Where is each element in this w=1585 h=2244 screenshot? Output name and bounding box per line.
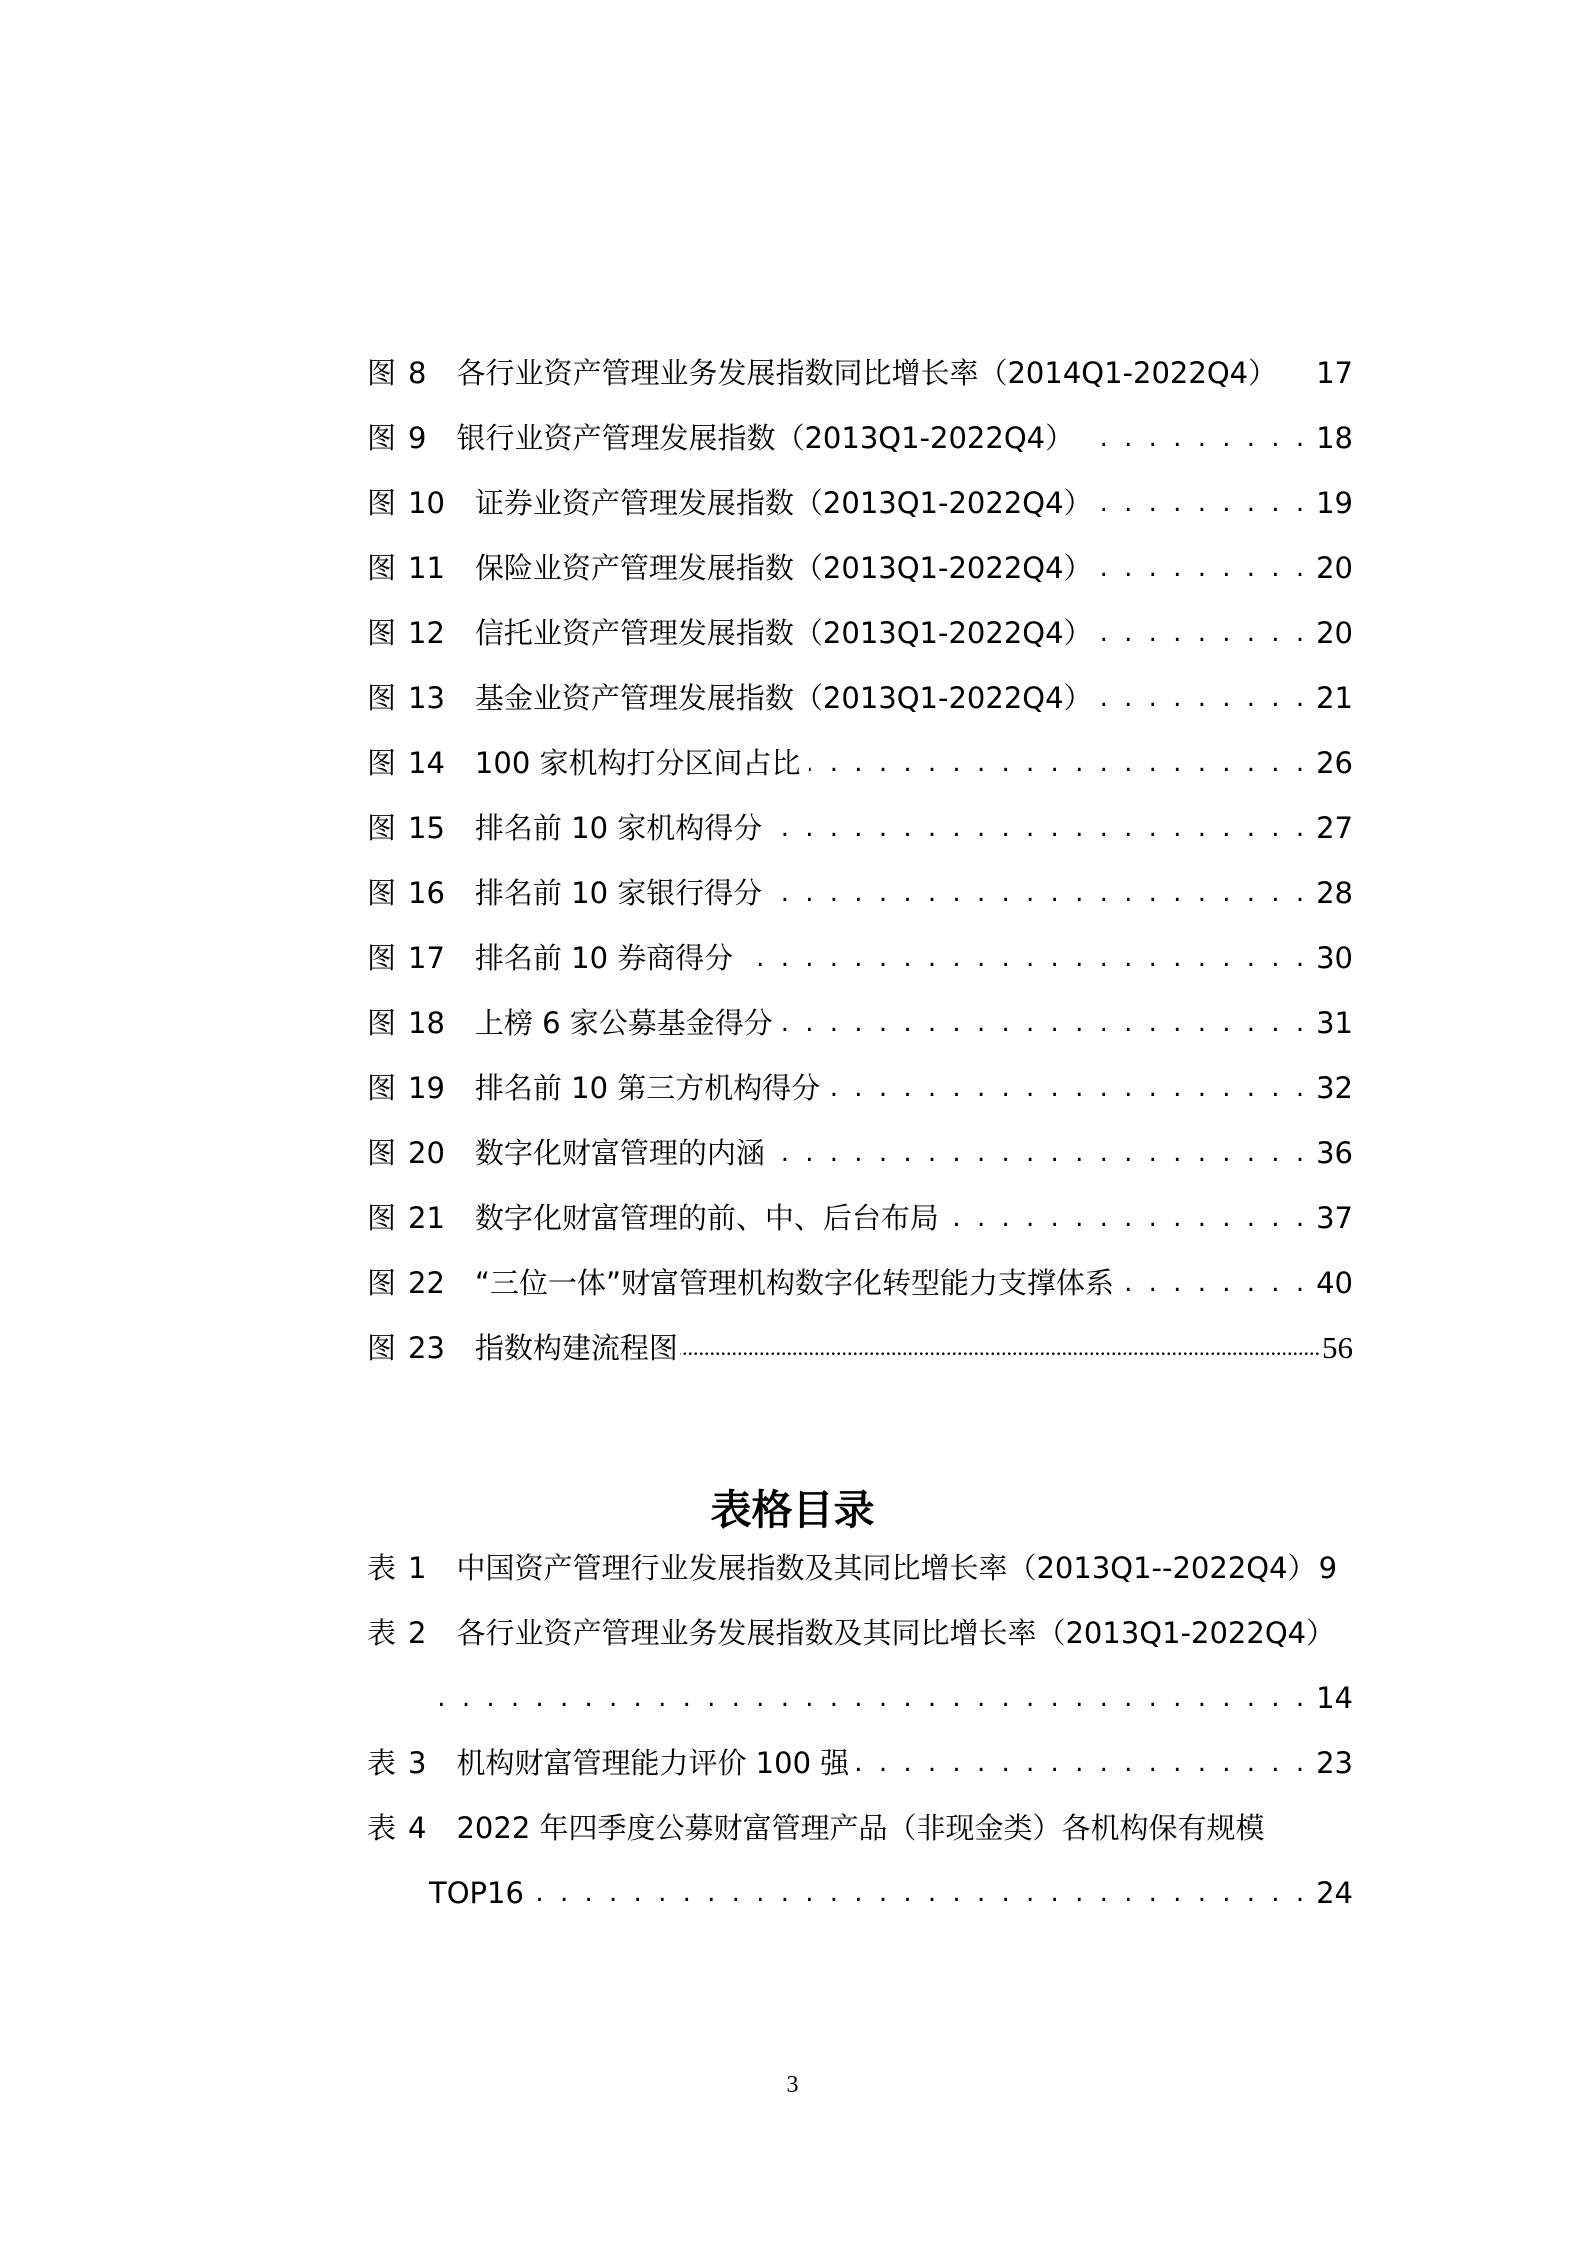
entry-title: 保险业资产管理发展指数（2013Q1-2022Q4） xyxy=(474,551,1093,585)
toc-entry-figure-22[interactable] xyxy=(367,1260,1353,1306)
entry-label: 图 17 xyxy=(367,941,445,975)
entry-label: 图 12 xyxy=(367,616,445,650)
entry-title: 数字化财富管理的前、中、后台布局 xyxy=(474,1201,939,1235)
dot-leader xyxy=(773,1130,1308,1176)
entry-page-number: 18 xyxy=(1316,421,1353,455)
entry-title: 机构财富管理能力评价 100 强 xyxy=(456,1746,850,1780)
entry-label: 表 1 xyxy=(367,1551,427,1585)
toc-entry-table-3[interactable] xyxy=(367,1740,1353,1786)
toc-entry-figure-18[interactable] xyxy=(367,1000,1353,1046)
entry-label: 图 21 xyxy=(367,1201,445,1235)
dot-leader xyxy=(1122,1260,1308,1306)
entry-title: 上榜 6 家公募基金得分 xyxy=(474,1006,773,1040)
entry-page-number: 27 xyxy=(1316,811,1353,845)
tables-toc-heading: 表格目录 xyxy=(710,1486,875,1534)
entry-title: 排名前 10 家机构得分 xyxy=(474,811,763,845)
entry-label: 表 3 xyxy=(367,1746,427,1780)
entry-title: 各行业资产管理业务发展指数同比增长率（2014Q1-2022Q4） xyxy=(456,356,1278,390)
entry-label: 图 16 xyxy=(367,876,445,910)
entry-title-continuation: TOP16 xyxy=(429,1876,524,1910)
entry-title: 中国资产管理行业发展指数及其同比增长率（2013Q1--2022Q4） xyxy=(456,1551,1317,1585)
dot-leader xyxy=(781,1000,1308,1046)
dot-leader xyxy=(770,805,1308,851)
entry-title: 2022 年四季度公募财富管理产品（非现金类）各机构保有规模 xyxy=(456,1811,1265,1845)
entry-page-number: 14 xyxy=(1316,1681,1353,1715)
entry-title: 银行业资产管理发展指数（2013Q1-2022Q4） xyxy=(456,421,1075,455)
entry-label: 图 14 xyxy=(367,746,445,780)
entry-page-number: 40 xyxy=(1316,1266,1353,1300)
entry-page-number: 30 xyxy=(1316,941,1353,975)
dot-leader xyxy=(1101,610,1309,656)
toc-entry-table-2-continuation[interactable] xyxy=(367,1675,1353,1721)
entry-title: 信托业资产管理发展指数（2013Q1-2022Q4） xyxy=(474,616,1093,650)
toc-entry-table-2[interactable] xyxy=(367,1610,1353,1656)
entry-label: 图 15 xyxy=(367,811,445,845)
toc-entry-figure-17[interactable] xyxy=(367,935,1353,981)
entry-title: 排名前 10 第三方机构得分 xyxy=(474,1071,821,1105)
entry-label: 表 4 xyxy=(367,1811,427,1845)
toc-entry-figure-20[interactable] xyxy=(367,1130,1353,1176)
dot-leader xyxy=(741,935,1308,981)
toc-entry-figure-16[interactable] xyxy=(367,870,1353,916)
entry-title: 排名前 10 家银行得分 xyxy=(474,876,763,910)
toc-entry-figure-12[interactable] xyxy=(367,610,1353,656)
dot-leader xyxy=(857,1740,1308,1786)
entry-label: 表 2 xyxy=(367,1616,427,1650)
entry-label: 图 11 xyxy=(367,551,445,585)
entry-label: 图 13 xyxy=(367,681,445,715)
toc-entry-figure-23[interactable] xyxy=(367,1325,1353,1371)
toc-entry-figure-21[interactable] xyxy=(367,1195,1353,1241)
toc-entry-figure-13[interactable] xyxy=(367,675,1353,721)
entry-label: 图 18 xyxy=(367,1006,445,1040)
entry-title: 指数构建流程图 xyxy=(474,1331,678,1365)
entry-page-number: 56 xyxy=(1322,1330,1353,1365)
toc-entry-figure-19[interactable] xyxy=(367,1065,1353,1111)
dot-leader xyxy=(1101,545,1309,591)
toc-entry-figure-9[interactable] xyxy=(367,415,1353,461)
toc-entry-figure-14[interactable] xyxy=(367,740,1353,786)
entry-page-number: 9 xyxy=(1318,1551,1338,1585)
entry-label: 图 10 xyxy=(367,486,445,520)
entry-page-number: 20 xyxy=(1316,551,1353,585)
dot-leader xyxy=(828,1065,1308,1111)
toc-entry-table-4-continuation[interactable] xyxy=(367,1870,1353,1916)
dot-leader xyxy=(429,1675,1308,1721)
dot-leader xyxy=(680,1325,1320,1371)
entry-page-number: 26 xyxy=(1316,746,1353,780)
entry-label: 图 19 xyxy=(367,1071,445,1105)
entry-page-number: 20 xyxy=(1316,616,1353,650)
footer-page-number: 3 xyxy=(786,2072,799,2098)
dot-leader xyxy=(1082,415,1308,461)
entry-title: 数字化财富管理的内涵 xyxy=(474,1136,765,1170)
entry-label: 图 22 xyxy=(367,1266,445,1300)
entry-title: 排名前 10 券商得分 xyxy=(474,941,734,975)
toc-entry-table-4[interactable] xyxy=(367,1805,1353,1851)
dot-leader xyxy=(947,1195,1308,1241)
entry-title: “三位一体”财富管理机构数字化转型能力支撑体系 xyxy=(474,1266,1114,1300)
entry-title: 100 家机构打分区间占比 xyxy=(474,746,801,780)
entry-title: 各行业资产管理业务发展指数及其同比增长率（2013Q1-2022Q4） xyxy=(456,1616,1336,1650)
entry-page-number: 19 xyxy=(1316,486,1353,520)
toc-entry-figure-15[interactable] xyxy=(367,805,1353,851)
entry-label: 图 8 xyxy=(367,356,427,390)
entry-page-number: 23 xyxy=(1316,1746,1353,1780)
entry-label: 图 9 xyxy=(367,421,427,455)
entry-page-number: 17 xyxy=(1316,356,1353,390)
entry-title: 证券业资产管理发展指数（2013Q1-2022Q4） xyxy=(474,486,1093,520)
entry-page-number: 37 xyxy=(1316,1201,1353,1235)
dot-leader xyxy=(770,870,1308,916)
entry-page-number: 24 xyxy=(1316,1876,1353,1910)
entry-label: 图 23 xyxy=(367,1331,445,1365)
toc-entry-figure-8[interactable] xyxy=(367,350,1353,396)
toc-entry-figure-10[interactable] xyxy=(367,480,1353,526)
entry-page-number: 36 xyxy=(1316,1136,1353,1170)
toc-entry-figure-11[interactable] xyxy=(367,545,1353,591)
entry-label: 图 20 xyxy=(367,1136,445,1170)
dot-leader xyxy=(1101,480,1309,526)
entry-page-number: 21 xyxy=(1316,681,1353,715)
dot-leader xyxy=(1101,675,1309,721)
dot-leader xyxy=(809,740,1309,786)
toc-entry-table-1[interactable] xyxy=(367,1545,1353,1591)
entry-title: 基金业资产管理发展指数（2013Q1-2022Q4） xyxy=(474,681,1093,715)
entry-page-number: 28 xyxy=(1316,876,1353,910)
dot-leader xyxy=(532,1870,1308,1916)
entry-page-number: 31 xyxy=(1316,1006,1353,1040)
entry-page-number: 32 xyxy=(1316,1071,1353,1105)
